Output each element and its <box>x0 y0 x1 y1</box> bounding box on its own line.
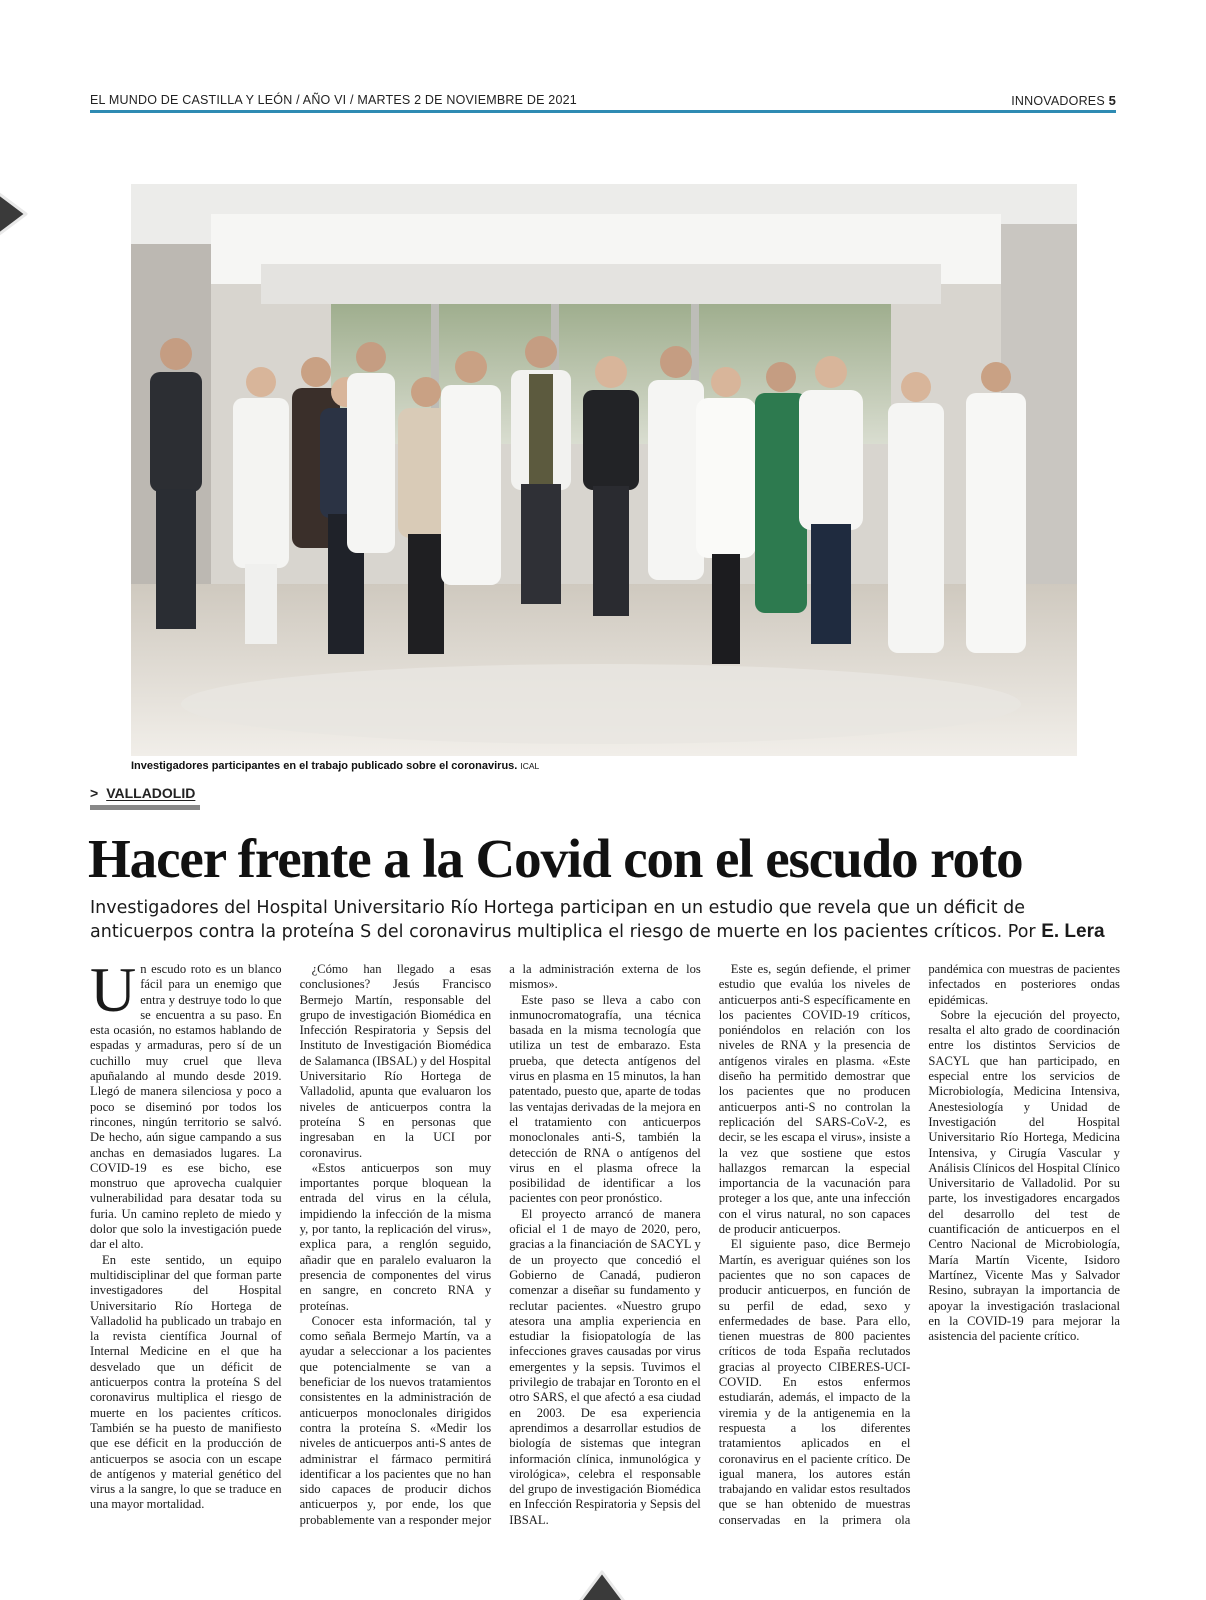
next-page-arrow-icon[interactable] <box>574 1566 630 1600</box>
article-paragraph: ¿Cómo han llegado a esas conclusiones? Jesús Francisco Bermejo Martín, responsable del grupo de investigación Biomédica en Infección Respiratoria y Sepsis del Instituto de Investigación Biomédica de Salamanca (IBSAL) y del Hospital Universitario Río Hortega de Valladolid, apunta que evaluaron los niveles de anticuerpos contra la proteína S en personas que ingresaban en la UCI por coronavirus. <box>299 962 492 1160</box>
page-number: 5 <box>1108 93 1116 108</box>
article-body <box>90 954 1120 1528</box>
article-paragraph: Este paso se lleva a cabo con inmunocromatografía, una técnica basada en la misma tecnología que utiliza un test de embarazo. Esta prueba, que detecta antígenos del virus en plasma en 15 minutos, la han patentado, puesto que, aparte de todas las ventajas derivadas de la mejora en el tratamiento con anticuerpos monoclonales anti-S, también la detección de RNA o antígenos del virus en el plasma ofrece la posibilidad de identificar a los pacientes con peor pronóstico. <box>509 992 701 1206</box>
byline-author: E. Lera <box>1041 921 1105 942</box>
article-paragraph: Sobre la ejecución del proyecto, resalta el alto grado de coordinación entre los distintos Servicios de SACYL que han participado, en especial entre los servicios de Microbiología, Medicina Intensiva, Anestesiología y Unidad de Investigación del Hospital Universitario Río Hortega, Medicina Intensiva, y Cirugía Vascular y Análisis Clínicos del Hospital Clínico Universitario de Valladolid. Por su parte, los investigadores encargados del desarrollo del test de cuantificación de anticuerpos en el Centro Nacional de Microbiología, María Martín Vicente, Isidoro Martínez, Vicente Mas y Salvador Resino, subrayan la importancia de apoyar la investigación traslacional en la COVID-19 para mejorar la asistencia del paciente crítico. <box>928 1007 1120 1344</box>
header-rule <box>90 110 1116 113</box>
article-paragraph: El proyecto arrancó de manera oficial el 1 de mayo de 2020, pero, gracias a la financiación de SACYL y de un proyecto que concedió el Gobierno de Canadá, pudieron comenzar a diseñar su fundamento y reclutar pacientes. «Nuestro grupo atesora una amplia experiencia en estudiar la fisiopatología de las infecciones graves causadas por virus emergentes y la sepsis. Tuvimos el privilegio de trabajar en Toronto en el otro SARS, el que afectó a esa ciudad en 2003. De esa experiencia aprendimos a desarrollar estudios de biología de sistemas que integran información clínica, inmunológica y virológica», celebra el responsable del grupo de investigación Biomédica en Infección Respiratoria y Sepsis del IBSAL. <box>509 1206 701 1527</box>
drop-cap: U <box>90 954 137 1025</box>
article-paragraph <box>90 954 282 1253</box>
kicker-rule <box>90 805 200 810</box>
article-paragraph: Este es, según defiende, el primer estudio que evalúa los niveles de anticuerpos anti-S específicamente en los pacientes COVID-19 críticos, poniéndolos en relación con los niveles de RNA y la presencia de antígenos virales en plasma. «Este diseño ha permitido demostrar que los pacientes que no producen anticuerpos anti-S no controlan la replicación del SARS-CoV-2, es decir, se les escapa el virus», insiste a la vez que sostiene que estos hallazgos remarcan la especial importancia de la vacunación para proteger a los que, ante una infección con el virus natural, no son capaces de producir anticuerpos. <box>718 962 911 1237</box>
headline: Hacer frente a la Covid con el escudo roto <box>88 828 1023 889</box>
section-name: INNOVADORES <box>1011 94 1105 108</box>
standfirst-text: Investigadores del Hospital Universitario Río Hortega participan en un estudio que revela que un déficit de anticuerpos contra la proteína S del coronavirus multiplica el riesgo de muerte en los pacientes críticos. <box>90 898 1026 942</box>
previous-page-arrow-icon[interactable] <box>0 186 34 242</box>
paragraph-text: n escudo roto es un blanco fácil para un enemigo que entra y destruye todo lo que se encuentra a su paso. En esta ocasión, no estamos hablando de espadas y armaduras, pero sí de un cuchillo muy cruel que lleva apuñalando al mundo desde 2019. Llegó de manera silenciosa y poco a poco se diseminó por todos los rincones, ningún territorio se salvó. De hecho, aún sigue campando a sus anchas en demasiados lugares. La COVID-19 es ese bicho, ese monstruo que aprovecha cualquier vulnerabilidad para desatar toda su furia. Un camino repleto de miedo y dolor que solo la investigación puede dar el alto. <box>90 962 282 1252</box>
chevron-right-icon: > <box>90 785 99 801</box>
section-kicker <box>90 785 200 807</box>
article-paragraph: Conocer esta información, tal y como señala Bermejo Martín, va a ayudar a seleccionar a los pacientes que potencialmente se van a beneficiar de los nuevos tratamientos consistentes en la administración de anticuerpos monoclonales dirigidos contra la proteína S. «Medir los niveles de anticuerpos anti-S antes de administrar el fármaco permitirá identificar a los pacientes que no han sido capaces de producir dichos anticuerpos y, por ende, los que probablemente van a responder mejor a la administración externa de los mismos». <box>299 962 701 1527</box>
caption-text: Investigadores participantes en el trabajo publicado sobre el coronavirus. <box>131 760 518 772</box>
standfirst <box>90 897 1120 944</box>
publication-line: EL MUNDO DE CASTILLA Y LEÓN / AÑO VI / MARTES 2 DE NOVIEMBRE DE 2021 <box>90 93 577 107</box>
article-paragraph: En este sentido, un equipo multidisciplinar del que forman parte investigadores del Hospital Universitario Río Hortega de Valladolid ha publicado un trabajo en la revista científica Journal of Internal Medicine en el que ha desvelado que un déficit de anticuerpos contra la proteína S del coronavirus multiplica el riesgo de muerte en los pacientes críticos. También se ha puesto de manifiesto que ese déficit en la producción de anticuerpos se asocia con un escape de antígenos y material genético del virus a la sangre, lo que se traduce en una mayor mortalidad. <box>90 1252 282 1512</box>
group-photo <box>131 184 1077 756</box>
byline-prefix: Por <box>1007 922 1036 942</box>
photo-caption <box>131 760 539 772</box>
kicker-label: VALLADOLID <box>106 785 196 801</box>
article-paragraph: El siguiente paso, dice Bermejo Martín, es averiguar quiénes son los pacientes que no son capaces de producir anticuerpos, en función de su perfil de edad, sexo y enfermedades de base. Para ello, tienen muestras de 800 pacientes críticos de toda España reclutados gracias al proyecto CIBERES-UCI-COVID. En estos enfermos estudiarán, además, el impacto de la viremia y de la antigenemia en la respuesta a los diferentes tratamientos aplicados en el coronavirus en el paciente crítico. De igual manera, los autores están trabajando en validar estos resultados que se han obtenido de muestras conservadas en la primera ola pandémica con muestras de pacientes infectados en posteriores ondas epidémicas. <box>718 962 1120 1527</box>
photo-credit: ICAL <box>520 761 540 771</box>
section-folio <box>1011 93 1116 108</box>
article-paragraph: «Estos anticuerpos son muy importantes porque bloquean la entrada del virus en la célula, impidiendo la infección de la misma y, por tanto, la replicación del virus», explica para, a renglón seguido, añadir que en paralelo evaluaron la presencia de componentes del virus en sangre, en concreto RNA y proteínas. <box>299 1160 492 1313</box>
